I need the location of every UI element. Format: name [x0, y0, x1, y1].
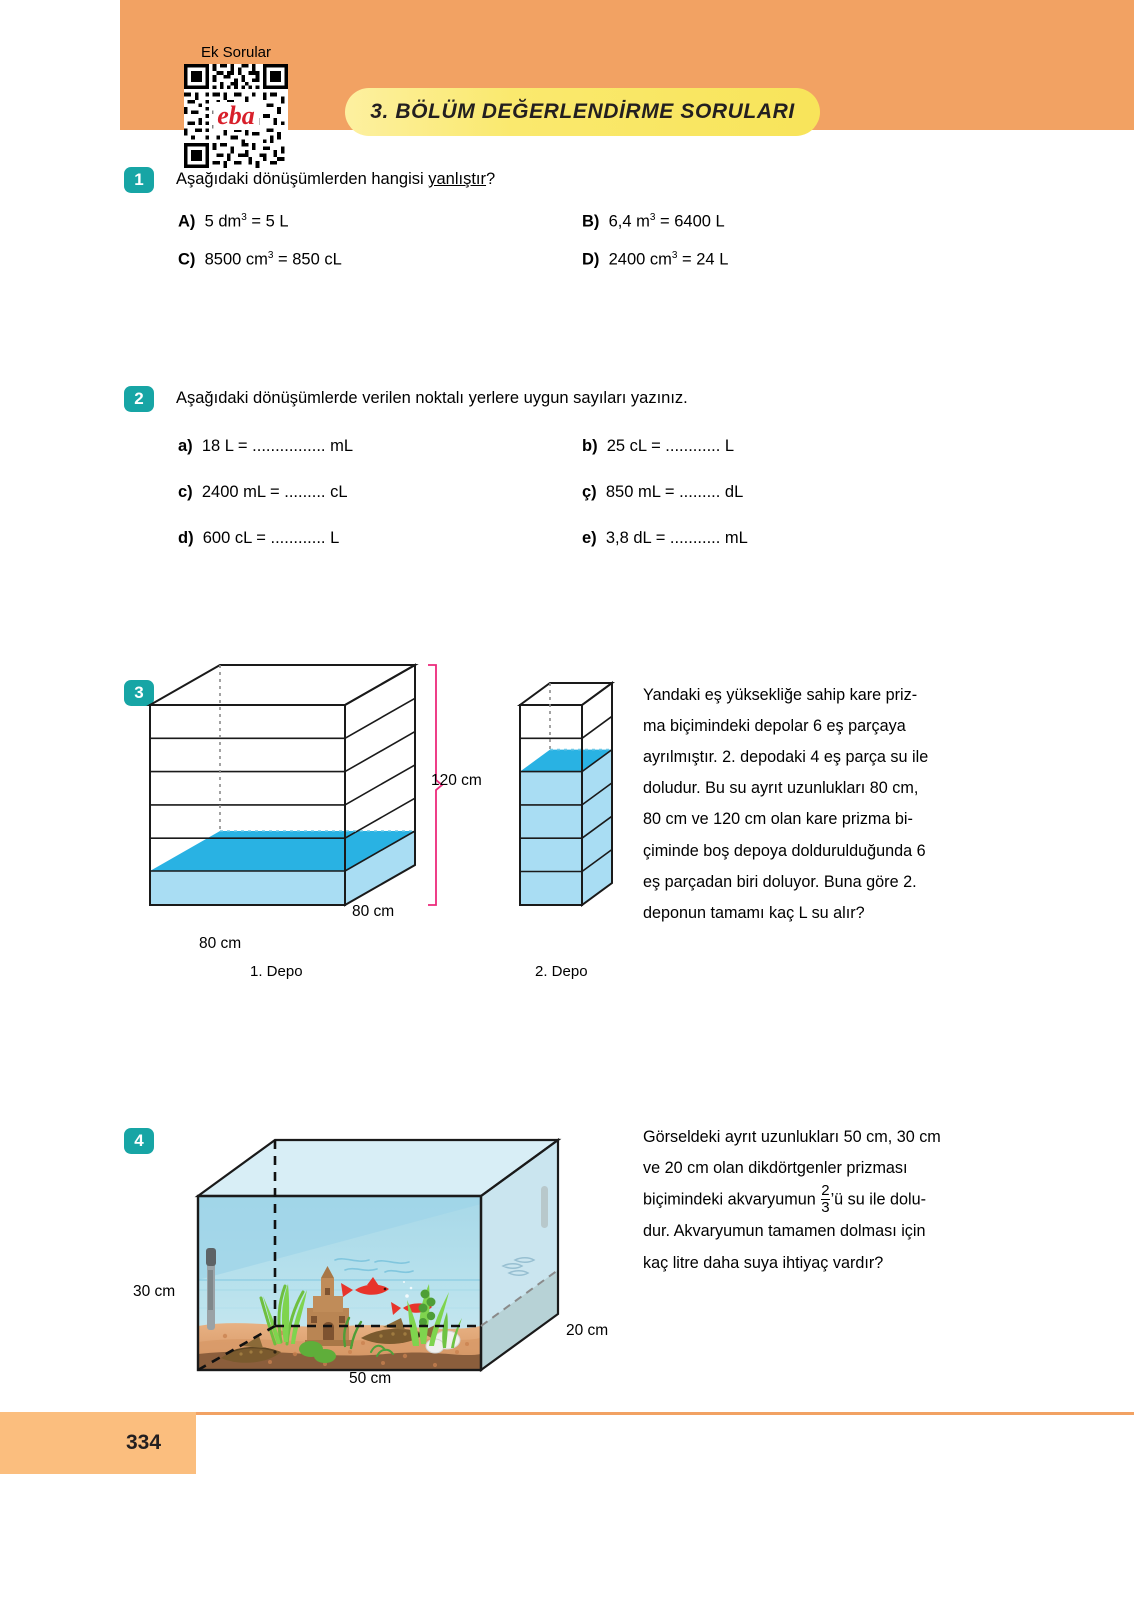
q2-item-b[interactable]: [582, 437, 734, 456]
q1-prompt-before: Aşağıdaki dönüşümlerden hangisi: [176, 170, 429, 188]
eba-logo: eba: [213, 102, 259, 130]
q4-line-3: [643, 1184, 1005, 1216]
chapter-title-banner: [345, 88, 820, 136]
aquarium-figure: [185, 1130, 625, 1380]
q3-line-6: çiminde boş depoya doldurulduğunda 6: [643, 841, 926, 860]
q1-option-b-pre: 6,4 m: [608, 212, 650, 231]
qr-code-image[interactable]: [184, 64, 288, 168]
depot-1-caption: 1. Depo: [250, 963, 303, 980]
q2-item-c-text: 2400 mL = ......... cL: [201, 483, 348, 501]
question-3-text: [643, 680, 1003, 929]
q4-line-5: kaç litre daha suya ihtiyaç vardır?: [643, 1253, 884, 1272]
q4-line-1: Görseldeki ayrıt uzunlukları 50 cm, 30 cm: [643, 1128, 941, 1146]
q1-option-a-sup: 3: [241, 212, 247, 223]
q1-prompt-underlined: yanlıştır: [428, 170, 487, 188]
q2-item-a-text: 18 L = ................ mL: [201, 437, 354, 455]
q4-line-4: dur. Akvaryumun tamamen dolması için: [643, 1222, 926, 1241]
q3-line-7: eş parçadan biri doluyor. Buna göre 2.: [643, 872, 917, 891]
q1-option-b[interactable]: [582, 212, 725, 232]
q2-item-a[interactable]: [178, 437, 353, 456]
fraction-two-thirds: [821, 1183, 829, 1215]
q1-option-a-pre: 5 dm: [204, 212, 242, 231]
q1-option-b-key: B): [582, 212, 600, 231]
aquarium-width-label: 50 cm: [349, 1370, 392, 1387]
question-badge-2: 2: [124, 386, 154, 412]
q2-item-d[interactable]: [178, 529, 339, 548]
q2-item-a-key: a): [178, 437, 193, 455]
q1-option-c-key: C): [178, 250, 196, 269]
q1-option-a-post: = 5 L: [246, 212, 289, 231]
q3-line-3: ayrılmıştır. 2. depodaki 4 eş parça su ile: [643, 748, 929, 767]
question-badge-1: 1: [124, 167, 154, 193]
q3-line-8: deponun tamamı kaç L su alır?: [643, 903, 865, 922]
fraction-numerator: 2: [821, 1182, 830, 1200]
q2-item-e-text: 3,8 dL = ........... mL: [605, 529, 748, 547]
q4-line-3-pre: biçimindeki akvaryumun: [643, 1190, 821, 1209]
page-number-box: [0, 1412, 196, 1474]
aquarium-height-label: 30 cm: [133, 1283, 176, 1300]
question-badge-4: 4: [124, 1128, 154, 1154]
question-badge-3: 3: [124, 680, 154, 706]
q2-item-e-key: e): [582, 529, 597, 547]
fraction-denominator: 3: [821, 1198, 830, 1216]
footer-rule: [120, 1412, 1134, 1415]
q1-option-d-sup: 3: [671, 250, 678, 261]
q1-option-d-key: D): [582, 250, 600, 269]
page-number: 334: [126, 1431, 162, 1454]
q1-option-c-pre: 8500 cm: [204, 250, 268, 269]
q2-item-b-key: b): [582, 437, 598, 455]
q2-item-d-text: 600 cL = ............ L: [202, 529, 340, 547]
q1-option-c[interactable]: [178, 250, 342, 270]
q1-option-c-sup: 3: [267, 250, 274, 261]
depot1-depth-label: 80 cm: [352, 903, 395, 920]
question-1-prompt: [176, 168, 876, 192]
question-2-prompt: Aşağıdaki dönüşümlerde verilen noktalı yerlere uygun sayıları yazınız.: [176, 389, 688, 407]
q2-item-b-text: 25 cL = ............ L: [606, 437, 735, 455]
q2-item-e[interactable]: [582, 529, 748, 548]
q2-item-c[interactable]: [178, 483, 348, 502]
q3-line-4: doludur. Bu su ayrıt uzunlukları 80 cm,: [643, 779, 919, 798]
top-band-left-white-gap: [0, 0, 120, 130]
question-4-text: [643, 1122, 1005, 1279]
q1-option-d-pre: 2400 cm: [608, 250, 672, 269]
q3-line-5: 80 cm ve 120 cm olan kare prizma bi-: [643, 810, 913, 829]
qr-block: [184, 44, 288, 168]
q2-item-d-key: d): [178, 529, 194, 547]
qr-label: Ek Sorular: [200, 44, 272, 61]
q1-option-b-post: = 6400 L: [655, 212, 725, 231]
q3-line-1: Yandaki eş yüksekliğe sahip kare priz-: [643, 686, 918, 704]
q2-item-c-cedilla[interactable]: [582, 483, 743, 502]
depot1-height-label: 120 cm: [431, 772, 482, 789]
q2-item-ch-key: ç): [582, 483, 597, 501]
q1-option-d[interactable]: [582, 250, 728, 270]
q2-item-c-key: c): [178, 483, 193, 501]
q1-option-c-post: = 850 cL: [273, 250, 342, 269]
q1-option-d-post: = 24 L: [677, 250, 729, 269]
q2-item-ch-text: 850 mL = ......... dL: [605, 483, 744, 501]
depot-2-figure: [520, 675, 650, 935]
q1-option-a-key: A): [178, 212, 196, 231]
chapter-title-text: 3. BÖLÜM DEĞERLENDİRME SORULARI: [370, 100, 795, 123]
q4-line-2: ve 20 cm olan dikdörtgenler prizması: [643, 1159, 908, 1178]
aquarium-depth-label: 20 cm: [566, 1322, 609, 1339]
q3-line-2: ma biçimindeki depolar 6 eş parçaya: [643, 717, 906, 736]
q4-line-3-post: ’ü su ile dolu-: [830, 1190, 926, 1209]
q1-option-b-sup: 3: [649, 212, 656, 223]
depot-1-figure: [150, 675, 460, 935]
q1-prompt-after: ?: [486, 170, 496, 188]
depot-2-caption: 2. Depo: [535, 963, 588, 980]
depot1-width-label: 80 cm: [199, 935, 242, 952]
q1-option-a[interactable]: [178, 212, 289, 232]
